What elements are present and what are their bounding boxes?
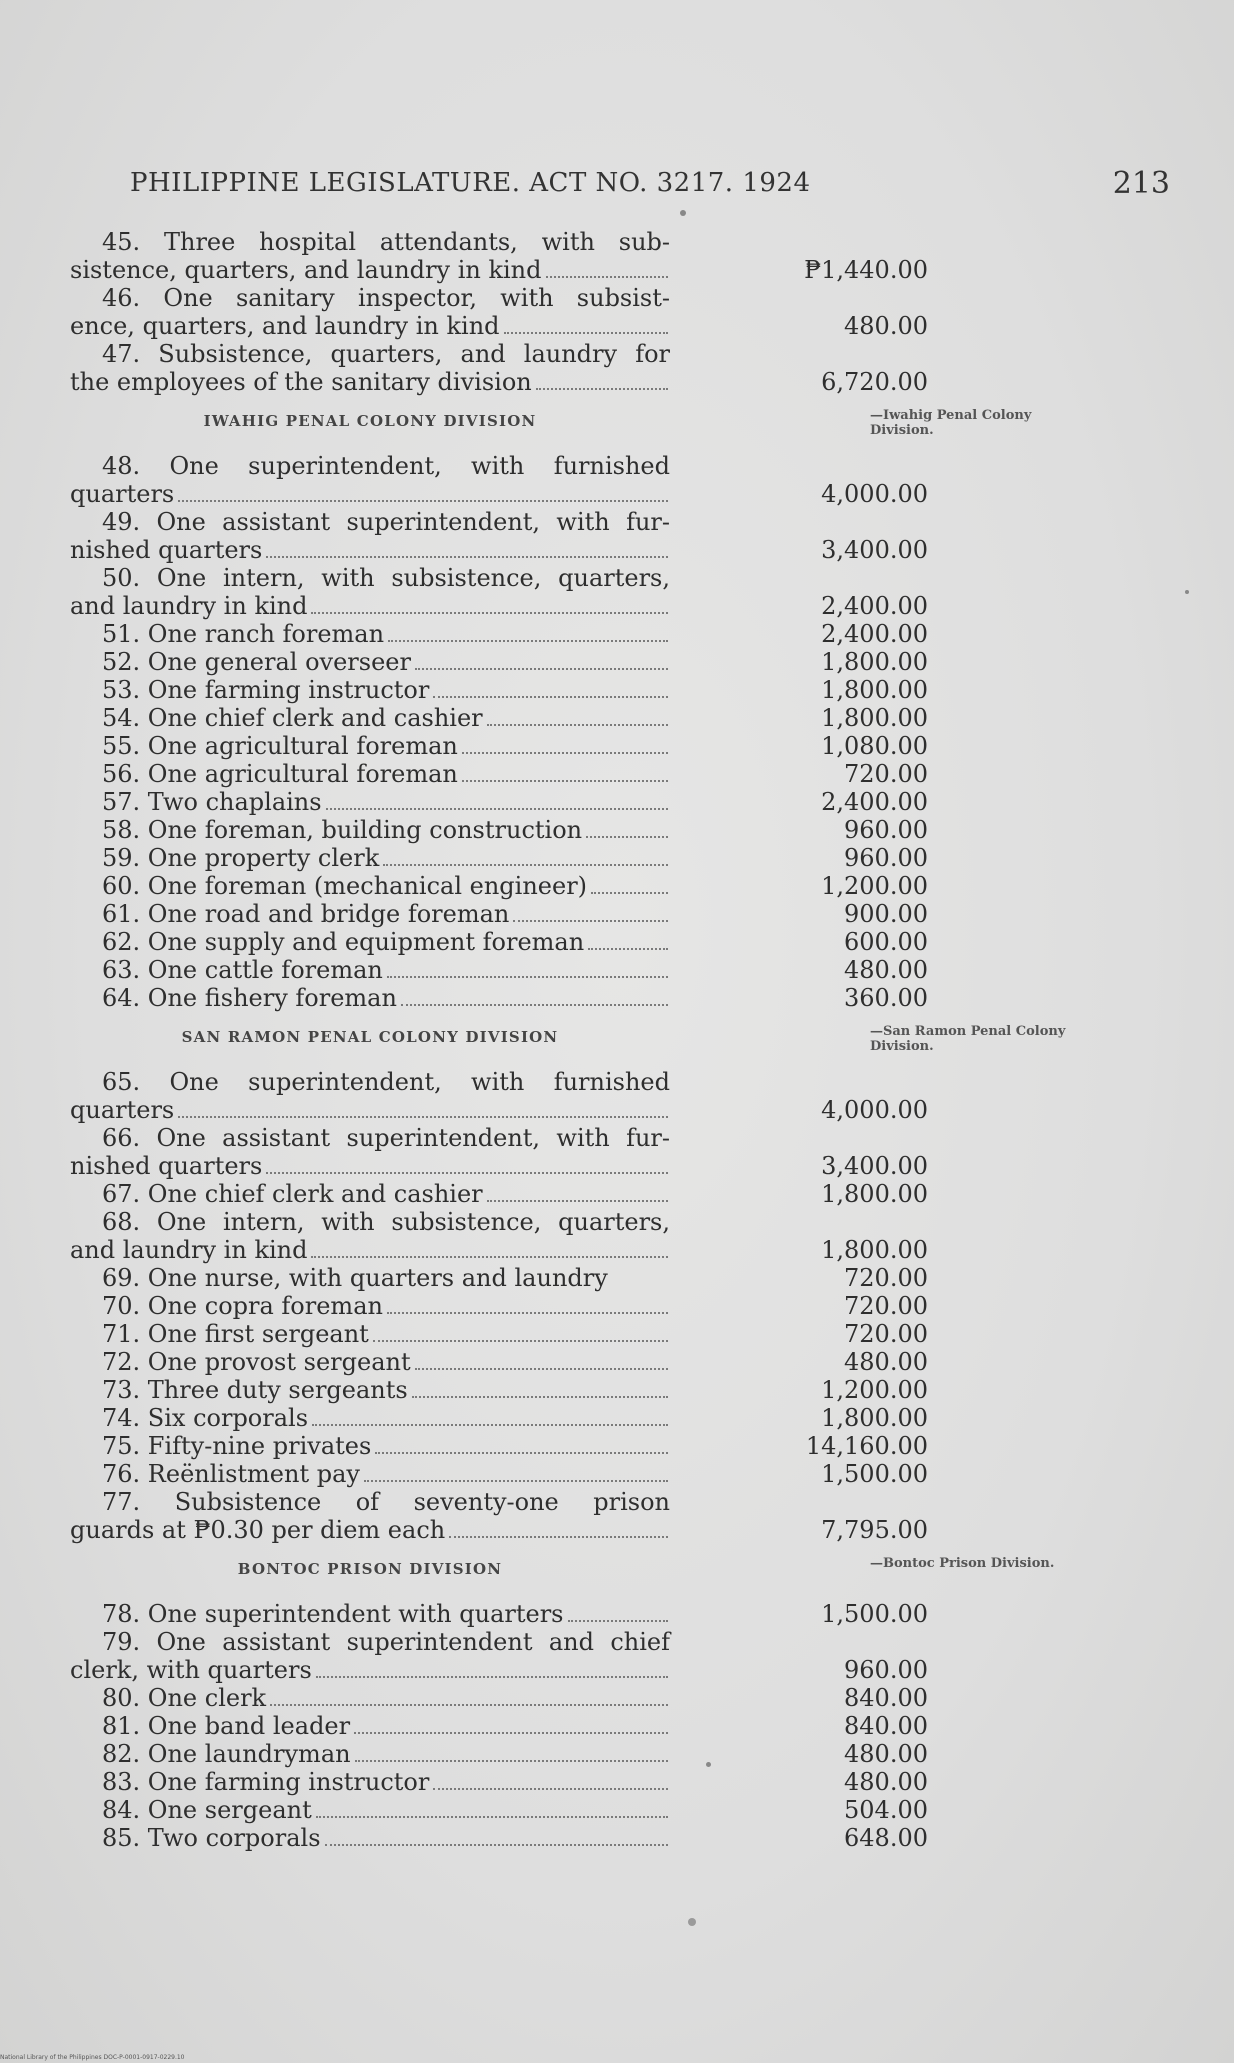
item-row (70, 1292, 1190, 1320)
item-line (70, 956, 670, 984)
item-description-rest: and laundry in kind (70, 1236, 308, 1264)
item-description: 75. Fifty-nine privates (102, 1432, 372, 1460)
item-amount: 14,160.00 (805, 1432, 928, 1460)
item-description: 52. One general overseer (102, 648, 411, 676)
item-line (70, 1684, 670, 1712)
item-description: 55. One agricultural foreman (102, 732, 458, 760)
item-row (70, 1404, 1190, 1432)
item-line (70, 1348, 670, 1376)
item-description: 72. One provost sergeant (102, 1348, 411, 1376)
item-description: 54. One chief clerk and cashier (102, 704, 483, 732)
item-first-line: 48. One superintendent, with furnished (102, 452, 670, 480)
item-row (70, 1180, 1190, 1208)
item-text (70, 704, 670, 732)
item-continuation (70, 1236, 670, 1264)
item-line (70, 676, 670, 704)
item-row (70, 984, 1190, 1012)
item-description: 57. Two chaplains (102, 788, 322, 816)
item-line (70, 844, 670, 872)
item-first-line: 66. One assistant superintendent, with fur- (102, 1124, 670, 1152)
dot-leader (536, 387, 668, 390)
item-amount: 1,080.00 (821, 732, 928, 760)
item-row (70, 1628, 1190, 1684)
item-amount: 900.00 (844, 900, 928, 928)
item-first-line: 49. One assistant superintendent, with fur- (102, 508, 670, 536)
item-amount: 720.00 (844, 1264, 928, 1292)
item-row (70, 1432, 1190, 1460)
item-row (70, 1768, 1190, 1796)
item-line (70, 928, 670, 956)
dot-leader (401, 1003, 668, 1006)
margin-note: —Iwahig Penal Colony Division. (870, 408, 1032, 438)
item-amount: 1,800.00 (821, 1404, 928, 1432)
item-description: 70. One copra foreman (102, 1292, 383, 1320)
item-description: 85. Two corporals (102, 1824, 321, 1852)
section-heading-bontoc (70, 1544, 1055, 1600)
print-speck (706, 1762, 711, 1767)
item-amount: 1,500.00 (821, 1460, 928, 1488)
dot-leader (433, 1787, 668, 1790)
item-first-line: 65. One superintendent, with furnished (102, 1068, 670, 1096)
item-amount: 7,795.00 (821, 1516, 928, 1544)
section-heading-san_ramon (70, 1012, 1066, 1068)
item-description-rest: and laundry in kind (70, 592, 308, 620)
dot-leader (487, 723, 668, 726)
item-row (70, 1712, 1190, 1740)
item-text (70, 340, 670, 396)
item-line (70, 1376, 670, 1404)
dot-leader (326, 807, 668, 810)
item-continuation (70, 1656, 670, 1684)
item-row (70, 844, 1190, 872)
item-text (70, 1796, 670, 1824)
item-amount: 4,000.00 (821, 1096, 928, 1124)
dot-leader (433, 695, 668, 698)
item-line (70, 984, 670, 1012)
item-amount: 720.00 (844, 760, 928, 788)
item-row (70, 1068, 1190, 1124)
item-description: 73. Three duty sergeants (102, 1376, 408, 1404)
item-first-line: 79. One assistant superintendent and chief (102, 1628, 670, 1656)
item-description: 67. One chief clerk and cashier (102, 1180, 483, 1208)
item-line (70, 648, 670, 676)
dot-leader (568, 1619, 669, 1622)
item-row (70, 1124, 1190, 1180)
item-line (70, 1404, 670, 1432)
item-row (70, 1264, 1190, 1292)
item-amount: 1,500.00 (821, 1600, 928, 1628)
item-description: 80. One clerk (102, 1684, 267, 1712)
item-row (70, 1740, 1190, 1768)
item-text (70, 1348, 670, 1376)
dot-leader (375, 1451, 668, 1454)
item-text (70, 1684, 670, 1712)
dot-leader (387, 1311, 668, 1314)
item-row (70, 1460, 1190, 1488)
dot-leader (588, 947, 668, 950)
item-row (70, 620, 1190, 648)
item-line (70, 900, 670, 928)
dot-leader (387, 975, 668, 978)
item-amount: 1,200.00 (821, 872, 928, 900)
item-text (70, 564, 670, 620)
dot-leader (415, 1367, 668, 1370)
item-description: 51. One ranch foreman (102, 620, 385, 648)
item-description: 74. Six corporals (102, 1404, 309, 1432)
dot-leader (462, 751, 668, 754)
item-description-rest: quarters (70, 480, 175, 508)
item-description: 81. One band leader (102, 1712, 351, 1740)
item-line (70, 704, 670, 732)
item-row (70, 760, 1190, 788)
item-continuation (70, 1096, 670, 1124)
item-line (70, 760, 670, 788)
item-line (70, 1768, 670, 1796)
dot-leader (364, 1479, 668, 1482)
item-amount: 960.00 (844, 816, 928, 844)
dot-leader (311, 1255, 668, 1258)
section-title: IWAHIG PENAL COLONY DIVISION (203, 412, 537, 430)
item-amount: 1,800.00 (821, 704, 928, 732)
item-amount: 6,720.00 (821, 368, 928, 396)
item-row (70, 1684, 1190, 1712)
item-amount: 2,400.00 (821, 592, 928, 620)
item-text (70, 284, 670, 340)
item-description: 58. One foreman, building construction (102, 816, 583, 844)
item-line (70, 1824, 670, 1852)
dot-leader (449, 1535, 668, 1538)
appropriation-list (70, 228, 1190, 1852)
item-text (70, 1488, 670, 1544)
item-text (70, 1264, 670, 1292)
item-continuation (70, 312, 670, 340)
item-amount: 2,400.00 (821, 620, 928, 648)
item-line (70, 816, 670, 844)
dot-leader (487, 1199, 668, 1202)
item-description-rest: clerk, with quarters (70, 1656, 312, 1684)
item-text (70, 452, 670, 508)
item-line (70, 620, 670, 648)
item-text (70, 676, 670, 704)
item-line (70, 1712, 670, 1740)
print-speck (688, 1918, 696, 1926)
item-continuation (70, 536, 670, 564)
item-description: 76. Reënlistment pay (102, 1460, 360, 1488)
item-continuation (70, 1152, 670, 1180)
dot-leader (311, 611, 668, 614)
item-first-line: 68. One intern, with subsistence, quarters, (102, 1208, 670, 1236)
item-row (70, 1796, 1190, 1824)
item-text (70, 620, 670, 648)
item-row (70, 1488, 1190, 1544)
dot-leader (513, 919, 668, 922)
dot-leader (546, 275, 669, 278)
item-continuation (70, 592, 670, 620)
item-row (70, 1600, 1190, 1628)
item-continuation (70, 368, 670, 396)
item-description: 78. One superintendent with quarters (102, 1600, 564, 1628)
item-description: 61. One road and bridge foreman (102, 900, 510, 928)
item-line (70, 1320, 670, 1348)
item-amount: 1,800.00 (821, 676, 928, 704)
item-line (70, 732, 670, 760)
page-header (130, 168, 1170, 208)
item-text (70, 732, 670, 760)
item-text (70, 760, 670, 788)
section-title: SAN RAMON PENAL COLONY DIVISION (181, 1028, 559, 1046)
margin-note: —Bontoc Prison Division. (870, 1556, 1055, 1571)
item-amount: 1,800.00 (821, 1236, 928, 1264)
item-text (70, 1292, 670, 1320)
dot-leader (383, 863, 668, 866)
item-text (70, 1824, 670, 1852)
dot-leader (591, 891, 668, 894)
item-text (70, 1068, 670, 1124)
item-line (70, 1740, 670, 1768)
item-description-rest: quarters (70, 1096, 175, 1124)
dot-leader (266, 1171, 668, 1174)
item-row (70, 900, 1190, 928)
item-amount: 480.00 (844, 1768, 928, 1796)
item-first-line: 47. Subsistence, quarters, and laundry for (102, 340, 670, 368)
item-line (70, 1292, 670, 1320)
item-description: 62. One supply and equipment foreman (102, 928, 585, 956)
item-row (70, 1376, 1190, 1404)
dot-leader (178, 1115, 668, 1118)
item-description: 84. One sergeant (102, 1796, 312, 1824)
item-text (70, 1600, 670, 1628)
item-line (70, 1432, 670, 1460)
item-description: 60. One foreman (mechanical engineer) (102, 872, 588, 900)
item-text (70, 788, 670, 816)
item-first-line: 77. Subsistence of seventy-one prison (102, 1488, 670, 1516)
section-title: BONTOC PRISON DIVISION (237, 1560, 503, 1578)
dot-leader (586, 835, 668, 838)
dot-leader (504, 331, 668, 334)
item-text (70, 844, 670, 872)
item-text (70, 928, 670, 956)
item-description: 59. One property clerk (102, 844, 380, 872)
item-amount: ₱1,440.00 (804, 256, 928, 284)
running-head: PHILIPPINE LEGISLATURE. ACT NO. 3217. 1924 (130, 168, 811, 198)
item-row (70, 704, 1190, 732)
item-text (70, 900, 670, 928)
item-text (70, 508, 670, 564)
item-text (70, 816, 670, 844)
item-description: 53. One farming instructor (102, 676, 430, 704)
item-amount: 3,400.00 (821, 536, 928, 564)
item-text (70, 1180, 670, 1208)
item-description-rest: sistence, quarters, and laundry in kind (70, 256, 542, 284)
item-text (70, 956, 670, 984)
item-description-rest: guards at ₱0.30 per diem each (70, 1516, 446, 1544)
item-row (70, 648, 1190, 676)
item-amount: 4,000.00 (821, 480, 928, 508)
item-amount: 1,200.00 (821, 1376, 928, 1404)
item-row (70, 1208, 1190, 1264)
item-text (70, 1628, 670, 1684)
dot-leader (388, 639, 668, 642)
item-description: 71. One first sergeant (102, 1320, 369, 1348)
item-text (70, 1376, 670, 1404)
item-amount: 3,400.00 (821, 1152, 928, 1180)
dot-leader (270, 1703, 668, 1706)
item-text (70, 1208, 670, 1264)
section-heading-iwahig (70, 396, 1032, 452)
item-text (70, 1740, 670, 1768)
item-amount: 960.00 (844, 1656, 928, 1684)
item-amount: 600.00 (844, 928, 928, 956)
item-first-line: 50. One intern, with subsistence, quarters, (102, 564, 670, 592)
print-speck (1185, 590, 1189, 594)
item-amount: 1,800.00 (821, 648, 928, 676)
print-speck (680, 210, 686, 216)
dot-leader (312, 1423, 668, 1426)
dot-leader (412, 1395, 668, 1398)
item-continuation (70, 256, 670, 284)
item-description: 69. One nurse, with quarters and laundry (102, 1264, 608, 1292)
margin-note: —San Ramon Penal Colony Division. (870, 1024, 1066, 1054)
item-line (70, 788, 670, 816)
item-amount: 840.00 (844, 1684, 928, 1712)
item-first-line: 46. One sanitary inspector, with subsist- (102, 284, 670, 312)
item-row (70, 732, 1190, 760)
dot-leader (325, 1843, 668, 1846)
item-amount: 480.00 (844, 1348, 928, 1376)
item-row (70, 1320, 1190, 1348)
item-row (70, 1824, 1190, 1852)
item-text (70, 1432, 670, 1460)
item-row (70, 564, 1190, 620)
item-first-line: 45. Three hospital attendants, with sub- (102, 228, 670, 256)
dot-leader (316, 1815, 668, 1818)
item-description: 83. One farming instructor (102, 1768, 430, 1796)
item-text (70, 648, 670, 676)
dot-leader (462, 779, 668, 782)
item-amount: 960.00 (844, 844, 928, 872)
item-text (70, 1712, 670, 1740)
item-amount: 648.00 (844, 1824, 928, 1852)
item-text (70, 1124, 670, 1180)
dot-leader (355, 1759, 668, 1762)
dot-leader (373, 1339, 668, 1342)
item-description: 64. One fishery foreman (102, 984, 397, 1012)
item-description-rest: nished quarters (70, 536, 263, 564)
dot-leader (266, 555, 668, 558)
item-row (70, 340, 1190, 396)
item-text (70, 872, 670, 900)
item-line (70, 1600, 670, 1628)
item-text (70, 1404, 670, 1432)
item-continuation (70, 480, 670, 508)
item-amount: 2,400.00 (821, 788, 928, 816)
item-line (70, 1180, 670, 1208)
item-row (70, 872, 1190, 900)
item-description-rest: nished quarters (70, 1152, 263, 1180)
item-amount: 720.00 (844, 1292, 928, 1320)
item-row (70, 956, 1190, 984)
item-description-rest: ence, quarters, and laundry in kind (70, 312, 500, 340)
footer-credit: National Library of the Philippines DOC-P-0001-0917-0229.10 (0, 2054, 185, 2061)
item-amount: 720.00 (844, 1320, 928, 1348)
item-text (70, 984, 670, 1012)
item-text (70, 1460, 670, 1488)
item-description: 82. One laundryman (102, 1740, 351, 1768)
item-continuation (70, 1516, 670, 1544)
item-row (70, 816, 1190, 844)
item-row (70, 676, 1190, 704)
item-amount: 360.00 (844, 984, 928, 1012)
dot-leader (354, 1731, 668, 1734)
item-row (70, 788, 1190, 816)
item-row (70, 284, 1190, 340)
item-description: 56. One agricultural foreman (102, 760, 458, 788)
item-text (70, 1320, 670, 1348)
item-amount: 1,800.00 (821, 1180, 928, 1208)
item-amount: 480.00 (844, 956, 928, 984)
dot-leader (415, 667, 668, 670)
item-line (70, 1264, 670, 1292)
item-text (70, 228, 670, 284)
item-line (70, 1796, 670, 1824)
item-amount: 480.00 (844, 312, 928, 340)
page-number: 213 (1112, 166, 1170, 201)
item-row (70, 228, 1190, 284)
item-amount: 480.00 (844, 1740, 928, 1768)
item-row (70, 928, 1190, 956)
item-description: 63. One cattle foreman (102, 956, 383, 984)
item-row (70, 1348, 1190, 1376)
dot-leader (316, 1675, 668, 1678)
item-amount: 840.00 (844, 1712, 928, 1740)
dot-leader (178, 499, 668, 502)
item-description-rest: the employees of the sanitary division (70, 368, 532, 396)
item-row (70, 508, 1190, 564)
item-amount: 504.00 (844, 1796, 928, 1824)
item-line (70, 1460, 670, 1488)
item-row (70, 452, 1190, 508)
item-line (70, 872, 670, 900)
item-text (70, 1768, 670, 1796)
